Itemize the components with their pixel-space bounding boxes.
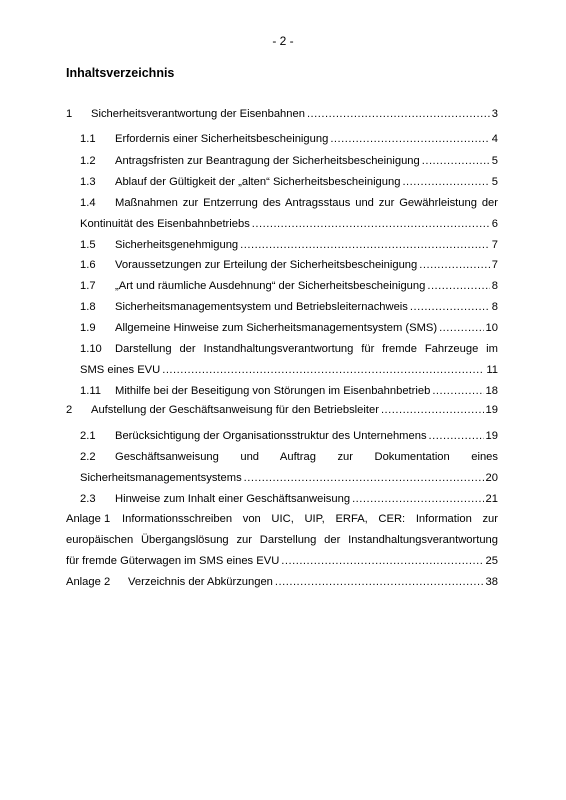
toc-entry-page: 7 — [491, 239, 498, 251]
toc-entry-page: 8 — [491, 301, 498, 313]
toc-leader-dots — [352, 493, 483, 505]
toc-entry-page: 38 — [485, 576, 498, 588]
toc-entry-number: 1.4 — [80, 197, 96, 209]
toc-entry-1-11[interactable] — [80, 385, 498, 397]
toc-entry-text-line-1: Maßnahmen zur Entzerrung des Antragsstaus und zur Gewährleistung der — [115, 197, 498, 209]
toc-entry-page: 21 — [485, 493, 498, 505]
toc-leader-dots — [419, 259, 490, 271]
toc-entry-number: 1.9 — [80, 322, 96, 334]
toc-entry-page: 11 — [486, 364, 498, 376]
toc-entry-text-line-3: für fremde Güterwagen im SMS eines EVU — [66, 555, 280, 567]
toc-entry-page: 6 — [491, 218, 498, 230]
toc-entry-2-3[interactable] — [80, 493, 498, 505]
toc-entry-text: Sicherheitsmanagementsystem und Betriebsleiternachweis — [115, 301, 408, 313]
toc-entry-number: 2.3 — [80, 493, 96, 505]
toc-entry-1-8[interactable] — [80, 301, 498, 313]
toc-leader-dots — [429, 430, 484, 442]
toc-entry-number: Anlage 1 — [66, 513, 111, 525]
toc-entry-anlage-2[interactable] — [66, 576, 498, 588]
toc-entry-1-5[interactable] — [80, 239, 498, 251]
toc-entry-number: 1.11 — [80, 385, 101, 397]
toc-entry-number: 1.8 — [80, 301, 96, 313]
toc-leader-dots — [307, 108, 490, 120]
toc-title: Inhaltsverzeichnis — [66, 66, 175, 80]
toc-entry-page: 7 — [491, 259, 498, 271]
toc-leader-dots — [410, 301, 490, 313]
toc-entry-text-line-2: SMS eines EVU — [80, 364, 161, 376]
toc-leader-dots — [439, 322, 483, 334]
toc-entry-text: Sicherheitsgenehmigung — [115, 239, 239, 251]
toc-entry-page: 5 — [491, 176, 498, 188]
toc-entry-text: Verzeichnis der Abkürzungen — [128, 576, 273, 588]
toc-leader-dots — [422, 155, 490, 167]
toc-entry-text: Sicherheitsverantwortung der Eisenbahnen — [91, 108, 305, 120]
toc-entry-number: 1.10 — [80, 343, 102, 355]
toc-leader-dots — [381, 404, 484, 416]
toc-leader-dots — [402, 176, 489, 188]
toc-leader-dots — [427, 280, 489, 292]
toc-entry-text-line-1: Geschäftsanweisung und Auftrag zur Dokumentation eines — [115, 451, 498, 463]
toc-entry-page: 20 — [485, 472, 498, 484]
toc-leader-dots — [281, 555, 483, 567]
toc-leader-dots — [275, 576, 484, 588]
toc-entry-1-3[interactable] — [80, 176, 498, 188]
toc-entry-text-line-1: Darstellung der Instandhaltungsverantwortung für fremde Fahrzeuge im — [115, 343, 498, 355]
toc-leader-dots — [432, 385, 483, 397]
toc-entry-text: Mithilfe bei der Beseitigung von Störungen im Eisenbahnbetrieb — [115, 385, 431, 397]
toc-entry-text: Ablauf der Gültigkeit der „alten“ Sicherheitsbescheinigung — [115, 176, 401, 188]
toc-entry-number: 2.1 — [80, 430, 96, 442]
toc-entry-text: Berücksichtigung der Organisationsstruktur des Unternehmens — [115, 430, 427, 442]
toc-entry-page: 5 — [491, 155, 498, 167]
toc-entry-2[interactable] — [66, 404, 498, 416]
toc-entry-1-7[interactable] — [80, 280, 498, 292]
toc-entry-number: Anlage 2 — [66, 576, 111, 588]
toc-leader-dots — [252, 218, 490, 230]
toc-entry-text: Antragsfristen zur Beantragung der Sicherheitsbescheinigung — [115, 155, 420, 167]
toc-entry-1-6[interactable] — [80, 259, 498, 271]
toc-entry-page: 8 — [491, 280, 498, 292]
toc-entry-text-line-2: Sicherheitsmanagementsystems — [80, 472, 242, 484]
toc-entry-1-9[interactable] — [80, 322, 498, 334]
toc-entry-number: 2 — [66, 404, 73, 416]
page-number: - 2 - — [272, 34, 294, 48]
toc-entry-text: Hinweise zum Inhalt einer Geschäftsanweisung — [115, 493, 351, 505]
toc-leader-dots — [244, 472, 484, 484]
toc-entry-number: 1.5 — [80, 239, 96, 251]
toc-entry-number: 1.3 — [80, 176, 96, 188]
toc-entry-text-line-2: Kontinuität des Eisenbahnbetriebs — [80, 218, 250, 230]
toc-entry-1-2[interactable] — [80, 155, 498, 167]
toc-entry-number: 1.1 — [80, 133, 96, 145]
toc-entry-page: 10 — [485, 322, 498, 334]
toc-leader-dots — [240, 239, 490, 251]
toc-entry-text: Voraussetzungen zur Erteilung der Sicherheitsbescheinigung — [115, 259, 418, 271]
toc-entry-number: 1.6 — [80, 259, 96, 271]
toc-entry-1[interactable] — [66, 108, 498, 120]
toc-entry-page: 18 — [485, 385, 498, 397]
toc-entry-page: 19 — [485, 404, 498, 416]
toc-entry-text-line-1: Informationsschreiben von UIC, UIP, ERFA, CER: Information zur — [122, 513, 498, 525]
toc-entry-number: 1 — [66, 108, 73, 120]
toc-entry-text: Allgemeine Hinweise zum Sicherheitsmanagementsystem (SMS) — [115, 322, 438, 334]
toc-entry-page: 25 — [485, 555, 498, 567]
toc-leader-dots — [162, 364, 484, 376]
toc-entry-number: 2.2 — [80, 451, 96, 463]
toc-entry-1-1[interactable] — [80, 133, 498, 145]
toc-entry-page: 3 — [491, 108, 498, 120]
toc-entry-number: 1.7 — [80, 280, 96, 292]
toc-leader-dots — [330, 133, 489, 145]
toc-entry-text: Aufstellung der Geschäftsanweisung für den Betriebsleiter — [91, 404, 379, 416]
toc-entry-text-line-2: europäischen Übergangslösung zur Darstellung der Instandhaltungsverantwortung — [66, 534, 498, 546]
toc-entry-page: 4 — [491, 133, 498, 145]
toc-entry-number: 1.2 — [80, 155, 96, 167]
toc-entry-text: „Art und räumliche Ausdehnung“ der Sicherheitsbescheinigung — [115, 280, 426, 292]
toc-entry-2-1[interactable] — [80, 430, 498, 442]
toc-entry-page: 19 — [485, 430, 498, 442]
toc-entry-text: Erfordernis einer Sicherheitsbescheinigung — [115, 133, 329, 145]
